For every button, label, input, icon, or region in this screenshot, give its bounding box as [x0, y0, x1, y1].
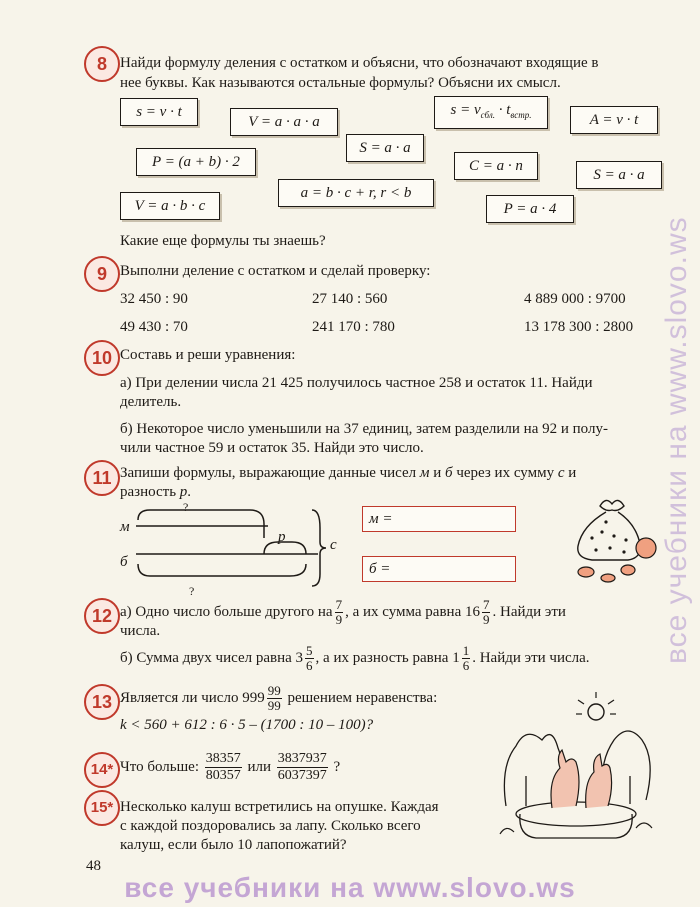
formula-box: V = a · a · a — [230, 108, 338, 136]
division-example: 49 430 : 70 — [120, 319, 188, 335]
task-13-line1 — [120, 684, 437, 713]
segment-diagram — [120, 498, 360, 598]
task-13-text: Является ли число 999 — [120, 690, 265, 706]
division-example: 13 178 300 : 2800 — [524, 319, 634, 335]
task-11-text-part: . — [187, 484, 192, 500]
watermark-bottom: все учебники на www.slovo.ws — [124, 872, 576, 903]
task-9-number: 9 — [84, 256, 120, 292]
fraction-denominator: 80357 — [205, 768, 241, 784]
task-12a-line2: числа. — [120, 623, 161, 639]
task-12-number: 12 — [84, 598, 120, 634]
fraction-numerator: 38357 — [205, 751, 241, 767]
task-14-number: 14* — [84, 752, 120, 788]
formula-box: V = a · b · c — [120, 192, 220, 220]
task-13-number: 13 — [84, 684, 120, 720]
task-8-number: 8 — [84, 46, 120, 82]
task-14-text: ? — [333, 759, 341, 775]
task-15-line1: Несколько калуш встретились на опушке. Каждая — [120, 799, 439, 815]
task-9-text: Выполни деление с остатком и сделай проверку: — [120, 263, 431, 279]
task-14-line — [120, 750, 340, 784]
diagram-label-m: м — [120, 519, 130, 535]
answer-box-b: б = — [362, 556, 516, 582]
fraction — [462, 644, 471, 673]
task-11-line1 — [120, 464, 576, 483]
fraction — [305, 644, 314, 673]
fraction-numerator: 99 — [267, 683, 281, 699]
fraction-denominator: 99 — [267, 698, 281, 714]
task-11-text-part: Запиши формулы, выражающие данные чисел — [120, 465, 420, 481]
diagram-question-top: ? — [183, 500, 189, 514]
task-12b-text: , а их разность равна 1 — [315, 649, 460, 666]
task-11-text-part: и — [429, 465, 446, 481]
task-8-question: Какие еще формулы ты знаешь? — [120, 233, 326, 249]
fraction-denominator: 6 — [306, 658, 313, 673]
fraction-numerator: 3837937 — [277, 751, 327, 767]
task-11-number: 11 — [84, 460, 120, 496]
task-15-line2: с каждой поздоровались за лапу. Сколько всего — [120, 818, 421, 834]
task-8-text-line1: Найди формулу деления с остатком и объясни, что обозначают входящие в — [120, 55, 599, 71]
formula-box: P = (a + b) · 2 — [136, 148, 256, 176]
formula-subscript: встр. — [510, 110, 532, 120]
fraction — [335, 598, 344, 627]
division-example: 32 450 : 90 — [120, 291, 188, 307]
formula-box: C = a · n — [454, 152, 538, 180]
fraction — [205, 751, 242, 784]
task-11-text-part: и — [564, 465, 577, 481]
division-example: 241 170 : 780 — [312, 319, 395, 335]
fraction — [482, 598, 491, 627]
task-14-text: Что больше: — [120, 759, 199, 775]
task-10a-line1: а) При делении числа 21 425 получилось частное 258 и остаток 11. Найди — [120, 375, 593, 391]
formula-box: S = a · a — [346, 134, 424, 162]
task-12b-text: б) Сумма двух чисел равна 3 — [120, 649, 304, 666]
fraction — [277, 751, 328, 784]
variable-p: р — [179, 484, 188, 500]
task-10a-line2: делитель. — [120, 394, 182, 410]
diagram-label-b: б — [120, 554, 128, 570]
formula-box: A = v · t — [570, 106, 658, 134]
variable-m: м — [419, 465, 430, 481]
diagram-label-p: р — [278, 529, 286, 545]
forest-creatures-illustration — [496, 696, 656, 846]
fraction-numerator: 5 — [306, 643, 313, 658]
task-12a-text: , а их сумма равна 16 — [345, 603, 480, 620]
task-11-text-part: через их сумму — [452, 465, 558, 481]
fraction-numerator: 7 — [335, 597, 343, 612]
task-11-text-part: разность — [120, 484, 180, 500]
formula-box: a = b · c + r, r < b — [278, 179, 434, 207]
formula-box: P = a · 4 — [486, 195, 574, 223]
variable-c: с — [557, 465, 565, 481]
task-8-text-line2: нее буквы. Как называются остальные формулы? Объясни их смысл. — [120, 75, 561, 91]
formula-box: s = v · t — [120, 98, 198, 126]
formula-box-mid: · t — [495, 102, 511, 118]
task-12b-line — [120, 644, 590, 673]
task-12a-text: а) Одно число больше другого на — [120, 603, 333, 620]
variable-b: б — [445, 465, 453, 481]
formula-subscript: сбл. — [480, 110, 495, 120]
task-12a-line1 — [120, 598, 566, 627]
formula-box: S = a · a — [576, 161, 662, 189]
division-example: 4 889 000 : 9700 — [524, 291, 626, 307]
fraction-denominator: 6037397 — [277, 768, 327, 784]
fraction — [267, 684, 282, 713]
watermark-vertical: все учебники на www.slovo.ws — [660, 216, 693, 664]
task-14-text: или — [247, 759, 272, 775]
formula-box-main: s = v — [450, 102, 481, 118]
task-12b-text: . Найди эти числа. — [472, 649, 590, 666]
task-10-number: 10 — [84, 340, 120, 376]
formula-box — [434, 96, 548, 129]
coin-bag-illustration — [566, 492, 662, 588]
division-example: 27 140 : 560 — [312, 291, 388, 307]
diagram-question-bottom: ? — [189, 584, 195, 598]
task-13-text: решением неравенства: — [283, 690, 438, 706]
task-10b-line1: б) Некоторое число уменьшили на 37 единиц, затем разделили на 92 и полу- — [120, 421, 608, 437]
task-13-inequality: k < 560 + 612 : 6 · 5 – (1700 : 10 – 100)? — [120, 717, 374, 733]
task-15-number: 15* — [84, 790, 120, 826]
task-12a-text: . Найди эти — [492, 603, 566, 620]
task-15-line3: калуш, если было 10 лапопожатий? — [120, 837, 347, 853]
diagram-label-c: с — [330, 537, 337, 553]
fraction-denominator: 9 — [482, 612, 490, 627]
answer-box-m: м = — [362, 506, 516, 532]
task-10-text: Составь и реши уравнения: — [120, 347, 296, 363]
fraction-denominator: 6 — [462, 658, 470, 673]
fraction-numerator: 1 — [462, 643, 470, 658]
page-number: 48 — [86, 858, 101, 874]
fraction-denominator: 9 — [335, 612, 343, 627]
fraction-numerator: 7 — [482, 597, 490, 612]
task-10b-line2: чили частное 59 и остаток 35. Найди это число. — [120, 440, 424, 456]
